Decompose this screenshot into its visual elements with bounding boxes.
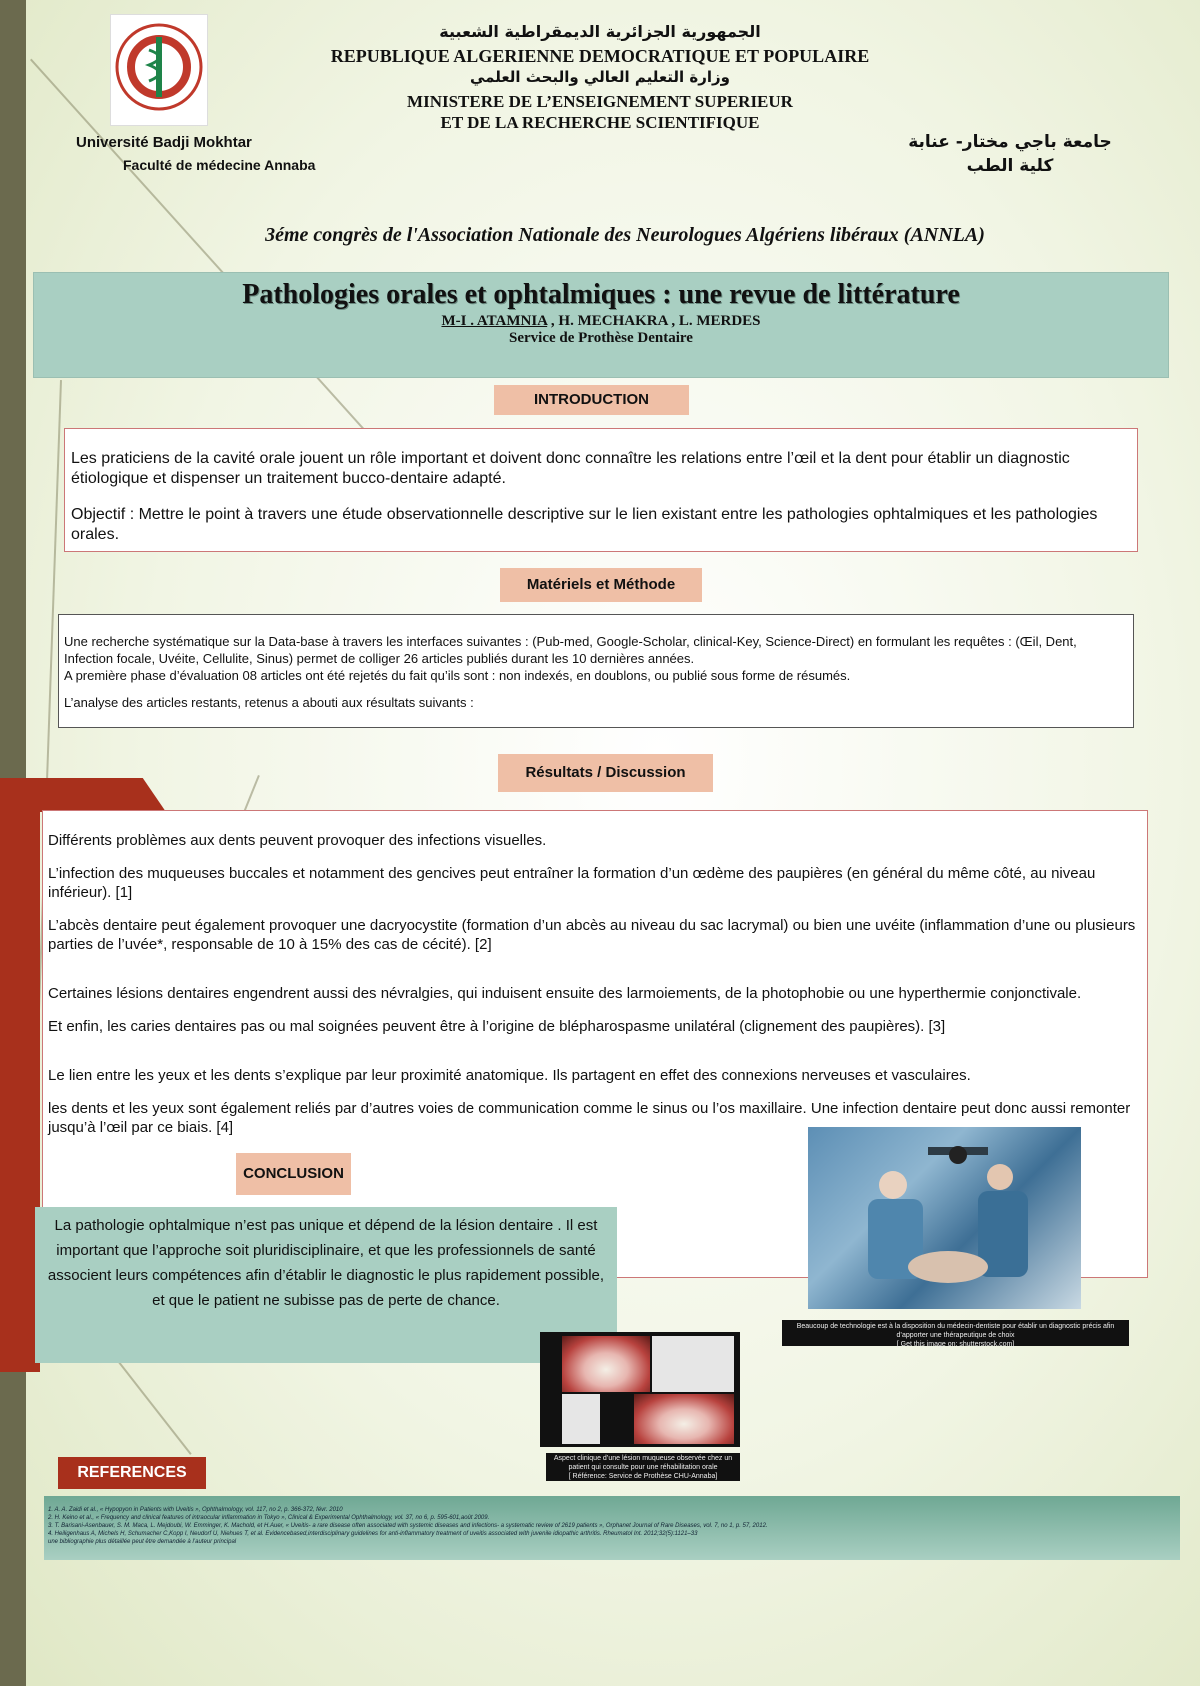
methods-label: Matériels et Méthode [500, 568, 702, 602]
faculty-logo [110, 14, 208, 126]
results-paragraph-1: Différents problèmes aux dents peuvent provoquer des infections visuelles. [48, 832, 547, 849]
methods-paragraph-3: L’analyse des articles restants, retenus a abouti aux résultats suivants : [64, 695, 474, 710]
reference-item: 1. A. A. Zaidi et al., « Hypopyon in Patients with Uveitis », Ophthalmology, vol. 117, no 2, p. 366-372, févr. 2010 [48, 1507, 343, 1513]
conclusion-text: La pathologie ophtalmique n’est pas unique et dépend de la lésion dentaire . Il est important que l’approche soit pluridisciplinaire, et que les professionnels de santé associent leurs compétences afin d’établir le diagnostic le plus rapidement possible, et que le patient ne subisse pas de perte de chance. [47, 1217, 605, 1309]
introduction-paragraph: Les praticiens de la cavité orale jouent un rôle important et doivent donc connaître les relations entre l’œil et la dent pour établir un diagnostic étiologique et dispenser un traitement bucco-dentaire adapté. [71, 450, 1070, 487]
introduction-box [64, 428, 1138, 552]
results-paragraph-6: Le lien entre les yeux et les dents s’explique par leur proximité anatomique. Ils partagent en effet des connexions nerveuses et vasculaires. [48, 1067, 971, 1084]
reference-item: 4. Heiligenhaus A, Michels H, Schumacher C,Kopp I, Neudorf U, Niehues T, et al. Evidencebased,interdisciplinary guidelines for anti-inflammatory treatment of uveitis associated with juvenile idiopathic arthritis. Rheumatol Int. 2012;32(5):1121–33 [48, 1531, 698, 1537]
dental-clinic-photo [808, 1127, 1081, 1309]
methods-paragraph-2: A première phase d’évaluation 08 articles ont été rejetés du fait qu’ils sont : non indexés, en doublons, ou publié sous forme de résumés. [64, 668, 851, 683]
results-paragraph-5: Et enfin, les caries dentaires pas ou mal soignées peuvent être à l’origine de blépharospasme unilatéral (clignement des paupières). [3] [48, 1018, 946, 1035]
photo2-caption-source: [ Référence: Service de Prothèse CHU-Annaba] [568, 1473, 718, 1480]
poster-title: Pathologies orales et ophtalmiques : une revue de littérature [242, 279, 960, 310]
author-main: M-I . ATAMNIA [441, 313, 548, 329]
photo1-caption [782, 1320, 1129, 1346]
results-label: Résultats / Discussion [498, 754, 713, 792]
image-placeholder [652, 1336, 734, 1392]
ministry-line2: ET DE LA RECHERCHE SCIENTIFIQUE [440, 113, 760, 132]
red-decorative-tab [0, 778, 166, 812]
authors [34, 313, 1168, 330]
reference-item: 2. H. Keino et al., « Frequency and clinical features of intraocular inflammation in Tokyo », Clinical & Experimental Ophthalmology, vol. 37, no 6, p. 595-601,août 2009. [48, 1515, 490, 1521]
authors-others: , H. MECHAKRA , L. MERDES [547, 313, 761, 329]
university-name: Université Badji Mokhtar [76, 134, 252, 151]
red-decorative-band [0, 812, 40, 1372]
reference-item: 3. T. Barisani-Asenbauer, S. M. Maca, L. Mejdoubi, W. Emminger, K. Machold, et H.Auer, « Uveitis- a rare disease often associated with systemic diseases and infections- a systematic review of 2619 patients », Orphanet Journal of Rare Diseases, vol. 7, no 1, p. 57, 2012. [48, 1523, 768, 1529]
methods-box [58, 614, 1134, 728]
references-list [44, 1496, 1180, 1546]
arabic-republic: الجمهورية الجزائرية الديمقراطية الشعبية [439, 22, 761, 41]
methods-paragraph-1: Une recherche systématique sur la Data-base à travers les interfaces suivantes : (Pub-med, Google-Scholar, clinical-Key, Science-Direct) en formulant les requêtes : (Œil, Dent, Infection focale, Uvéite, Cellulite, Sinus) permet de colliger 26 articles publiés durant les 10 dernières années. [64, 634, 1077, 666]
title-band [33, 272, 1169, 378]
photo2-caption-text: Aspect clinique d’une lésion muqueuse observée chez un patient qui consulte pour une réhabilitation orale [553, 1455, 733, 1471]
image-placeholder [562, 1394, 600, 1444]
results-paragraph-4: Certaines lésions dentaires engendrent aussi des névralgies, qui induisent ensuite des larmoiements, de la photophobie ou une hyperthermie conjonctivale. [48, 985, 1082, 1002]
reference-item: une bibliographie plus détaillée peut être demandée à l’auteur principal [48, 1539, 237, 1545]
results-paragraph-7: les dents et les yeux sont également reliés par d’autres voies de communication comme le sinus ou l’os maxillaire. Une infection dentaire peut donc aussi remonter jusqu’à l’œil par ce biais. [4] [48, 1100, 1131, 1136]
arabic-ministry: وزارة التعليم العالي والبحث العلمي [469, 68, 731, 86]
references-band [44, 1496, 1180, 1560]
oral-lesion-image-2 [634, 1394, 734, 1444]
results-paragraph-2: L’infection des muqueuses buccales et notamment des gencives peut entraîner la formation d’un œdème des paupières (en général du même côté, au niveau inférieur). [1] [48, 865, 1096, 901]
oral-lesion-photo [540, 1332, 740, 1447]
photo1-caption-text: Beaucoup de technologie est à la disposition du médecin-dentiste pour établir un diagnostic précis afin d’apporter une thérapeutique de choix [796, 1323, 1115, 1339]
conclusion-box [35, 1207, 617, 1363]
decorative-line [243, 775, 260, 813]
arabic-university: جامعة باجي مختار- عنابة [908, 132, 1112, 152]
introduction-label: INTRODUCTION [494, 385, 689, 415]
references-label: REFERENCES [58, 1457, 206, 1489]
photo2-caption [546, 1453, 740, 1481]
arabic-faculty: كلية الطب [966, 156, 1054, 176]
oral-lesion-image-1 [562, 1336, 650, 1392]
results-paragraph-3: L’abcès dentaire peut également provoquer une dacryocystite (formation d’un abcès au niveau du sac lacrymal) ou bien une uvéite (inflammation d’une ou plusieurs parties de l’uvée*, responsable de 10 à 15% des cas de cécité). [2] [48, 917, 1136, 953]
ministry-line1: MINISTERE DE L’ENSEIGNEMENT SUPERIEUR [407, 92, 793, 111]
photo1-caption-source: [ Get this image on: shutterstock.com] [896, 1341, 1015, 1348]
republic-heading: REPUBLIQUE ALGERIENNE DEMOCRATIQUE ET POPULAIRE [330, 46, 870, 66]
conclusion-label: CONCLUSION [236, 1153, 351, 1195]
congress-title: 3éme congrès de l'Association Nationale des Neurologues Algériens libéraux (ANNLA) [265, 224, 985, 246]
objective-paragraph: Objectif : Mettre le point à travers une étude observationnelle descriptive sur le lien existant entre les pathologies ophtalmiques et les pathologies orales. [71, 506, 1098, 543]
service-name: Service de Prothèse Dentaire [509, 330, 693, 346]
faculty-name: Faculté de médecine Annaba [123, 157, 316, 173]
